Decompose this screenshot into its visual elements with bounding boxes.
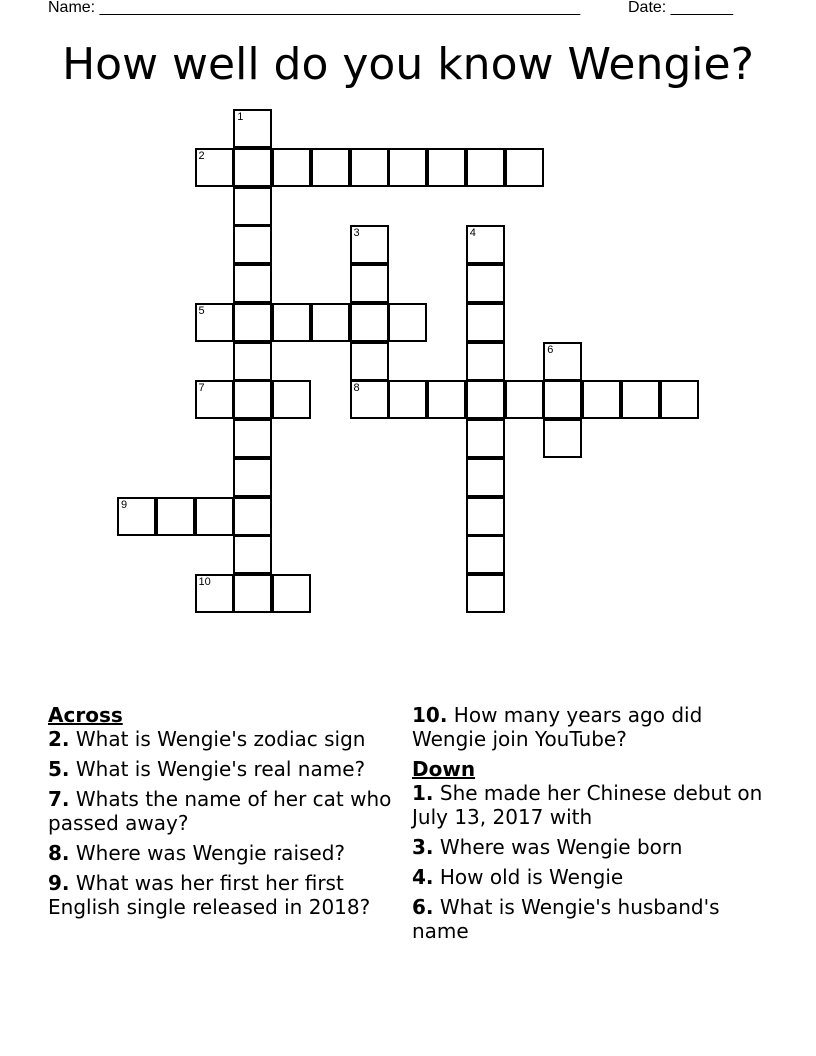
grid-cell xyxy=(156,497,195,536)
grid-cell xyxy=(195,303,234,342)
cell-number: 10 xyxy=(198,576,211,588)
clue-down-1 xyxy=(412,781,772,829)
date-field: Date: _______ xyxy=(628,0,733,16)
clue-number: 2. xyxy=(48,727,70,751)
grid-cell xyxy=(117,497,156,536)
grid-cell xyxy=(621,380,660,419)
clue-down-3 xyxy=(412,835,772,859)
grid-cell xyxy=(311,148,350,187)
grid-cell xyxy=(582,380,621,419)
grid-cell xyxy=(350,225,389,264)
grid-cell xyxy=(466,148,505,187)
grid-cell xyxy=(427,380,466,419)
grid-cell xyxy=(466,380,505,419)
grid-cell xyxy=(233,535,272,574)
grid-cell xyxy=(272,303,311,342)
name-field: Name: ______________________________________________________ xyxy=(48,0,581,16)
across-heading: Across xyxy=(48,703,123,727)
clue-text: She made her Chinese debut on July 13, 2017 with xyxy=(412,781,763,829)
clue-text: What was her first her first English single released in 2018? xyxy=(48,871,371,919)
cell-number: 7 xyxy=(198,382,205,395)
clue-text: What is Wengie's real name? xyxy=(69,757,366,781)
grid-cell xyxy=(350,148,389,187)
grid-cell xyxy=(233,187,272,226)
grid-cell xyxy=(233,109,272,148)
cell-number: 6 xyxy=(547,343,554,356)
cell-number: 2 xyxy=(198,149,205,162)
clue-number: 9. xyxy=(48,871,70,895)
clue-number: 10. xyxy=(412,703,448,727)
cell-number: 4 xyxy=(469,227,476,240)
grid-cell xyxy=(466,303,505,342)
grid-cell xyxy=(233,303,272,342)
clue-across-8 xyxy=(48,841,408,865)
grid-cell xyxy=(466,574,505,613)
grid-cell xyxy=(543,342,582,381)
clue-text: How many years ago did Wengie join YouTube? xyxy=(412,703,703,751)
clue-number: 1. xyxy=(412,781,434,805)
grid-cell xyxy=(505,148,544,187)
grid-cell xyxy=(466,497,505,536)
page-title: How well do you know Wengie? xyxy=(62,39,754,90)
clue-number: 4. xyxy=(412,865,434,889)
grid-cell xyxy=(272,148,311,187)
clue-across-10 xyxy=(412,703,772,751)
clue-across-2 xyxy=(48,727,408,751)
cell-number: 1 xyxy=(237,111,244,123)
clue-down-6 xyxy=(412,895,772,943)
grid-cell xyxy=(543,380,582,419)
clue-text: What is Wengie's husband's name xyxy=(412,895,720,943)
grid-cell xyxy=(543,419,582,458)
cell-number: 8 xyxy=(353,382,360,395)
clue-across-7 xyxy=(48,787,408,835)
grid-cell xyxy=(350,303,389,342)
grid-cell xyxy=(388,303,427,342)
cell-number: 5 xyxy=(198,304,205,317)
grid-cell xyxy=(505,380,544,419)
clue-number: 5. xyxy=(48,757,70,781)
clue-text: How old is Wengie xyxy=(433,865,624,889)
grid-cell xyxy=(427,148,466,187)
clues-left-column xyxy=(48,703,408,925)
grid-cell xyxy=(233,264,272,303)
grid-cell xyxy=(466,264,505,303)
cell-number: 9 xyxy=(121,498,128,511)
clue-across-9 xyxy=(48,871,408,919)
clue-number: 7. xyxy=(48,787,70,811)
grid-cell xyxy=(233,342,272,381)
grid-cell xyxy=(195,380,234,419)
clue-down-4 xyxy=(412,865,772,889)
clues-right-column xyxy=(412,703,772,949)
grid-cell xyxy=(272,380,311,419)
down-heading: Down xyxy=(412,757,476,781)
clue-number: 3. xyxy=(412,835,434,859)
grid-cell xyxy=(233,225,272,264)
grid-cell xyxy=(350,264,389,303)
cell-number: 3 xyxy=(353,227,360,240)
grid-cell xyxy=(466,535,505,574)
grid-cell xyxy=(233,497,272,536)
grid-cell xyxy=(233,458,272,497)
clue-number: 6. xyxy=(412,895,434,919)
clue-text: Whats the name of her cat who passed away? xyxy=(48,787,392,835)
grid-cell xyxy=(466,458,505,497)
grid-cell xyxy=(272,574,311,613)
grid-cell xyxy=(388,148,427,187)
clue-across-5 xyxy=(48,757,408,781)
grid-cell xyxy=(466,342,505,381)
clue-text: Where was Wengie born xyxy=(433,835,683,859)
grid-cell xyxy=(350,342,389,381)
grid-cell xyxy=(195,148,234,187)
grid-cell xyxy=(350,380,389,419)
grid-cell xyxy=(466,225,505,264)
grid-cell xyxy=(195,497,234,536)
clue-number: 8. xyxy=(48,841,70,865)
grid-cell xyxy=(233,148,272,187)
grid-cell xyxy=(233,419,272,458)
clue-text: Where was Wengie raised? xyxy=(69,841,346,865)
grid-cell xyxy=(466,419,505,458)
grid-cell xyxy=(233,380,272,419)
grid-cell xyxy=(233,574,272,613)
grid-cell xyxy=(311,303,350,342)
grid-cell xyxy=(388,380,427,419)
grid-cell xyxy=(195,574,234,613)
clue-text: What is Wengie's zodiac sign xyxy=(69,727,366,751)
grid-cell xyxy=(660,380,699,419)
